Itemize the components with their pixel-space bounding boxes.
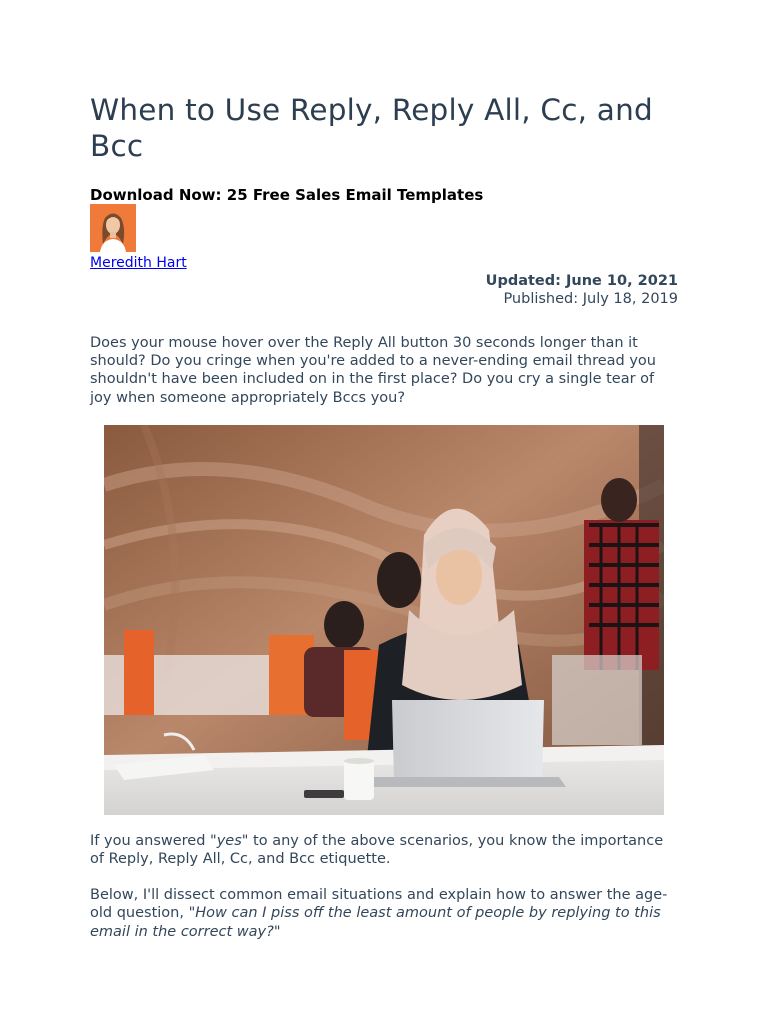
article-dates xyxy=(90,272,678,308)
article-title: When to Use Reply, Reply All, Cc, and Bcc xyxy=(90,93,653,163)
office-photo-svg xyxy=(104,425,664,815)
para3-emphasis: How can I piss off the least amount of people by replying to this email in the correct way? xyxy=(90,905,661,940)
download-cta[interactable]: Download Now: 25 Free Sales Email Templates xyxy=(90,186,484,204)
para3-text-end: " xyxy=(273,923,281,940)
para2-text-start: If you answered " xyxy=(90,832,217,849)
published-date: Published: July 18, 2019 xyxy=(503,291,678,307)
para3-text-start: Below, I'll dissect common email situations and explain how to answer the age-old question, " xyxy=(90,887,668,922)
author-link[interactable]: Meredith Hart xyxy=(90,255,187,271)
paragraph-etiquette xyxy=(90,832,678,868)
para2-emphasis: yes xyxy=(216,832,242,849)
author-avatar[interactable] xyxy=(90,204,136,252)
paragraph-question xyxy=(90,886,678,941)
office-photo xyxy=(104,425,664,815)
article-content xyxy=(90,92,678,955)
updated-date: Updated: June 10, 2021 xyxy=(485,273,678,289)
intro-paragraph: Does your mouse hover over the Reply All button 30 seconds longer than it should? Do you cringe when you're added to a never-ending email thread you shouldn't have been included on in the first place? Do you cry a single tear of joy when someone appropriately Bccs you? xyxy=(90,335,656,406)
para2-text-end: " to any of the above scenarios, you know the importance of Reply, Reply All, Cc, and Bcc etiquette. xyxy=(90,832,664,868)
